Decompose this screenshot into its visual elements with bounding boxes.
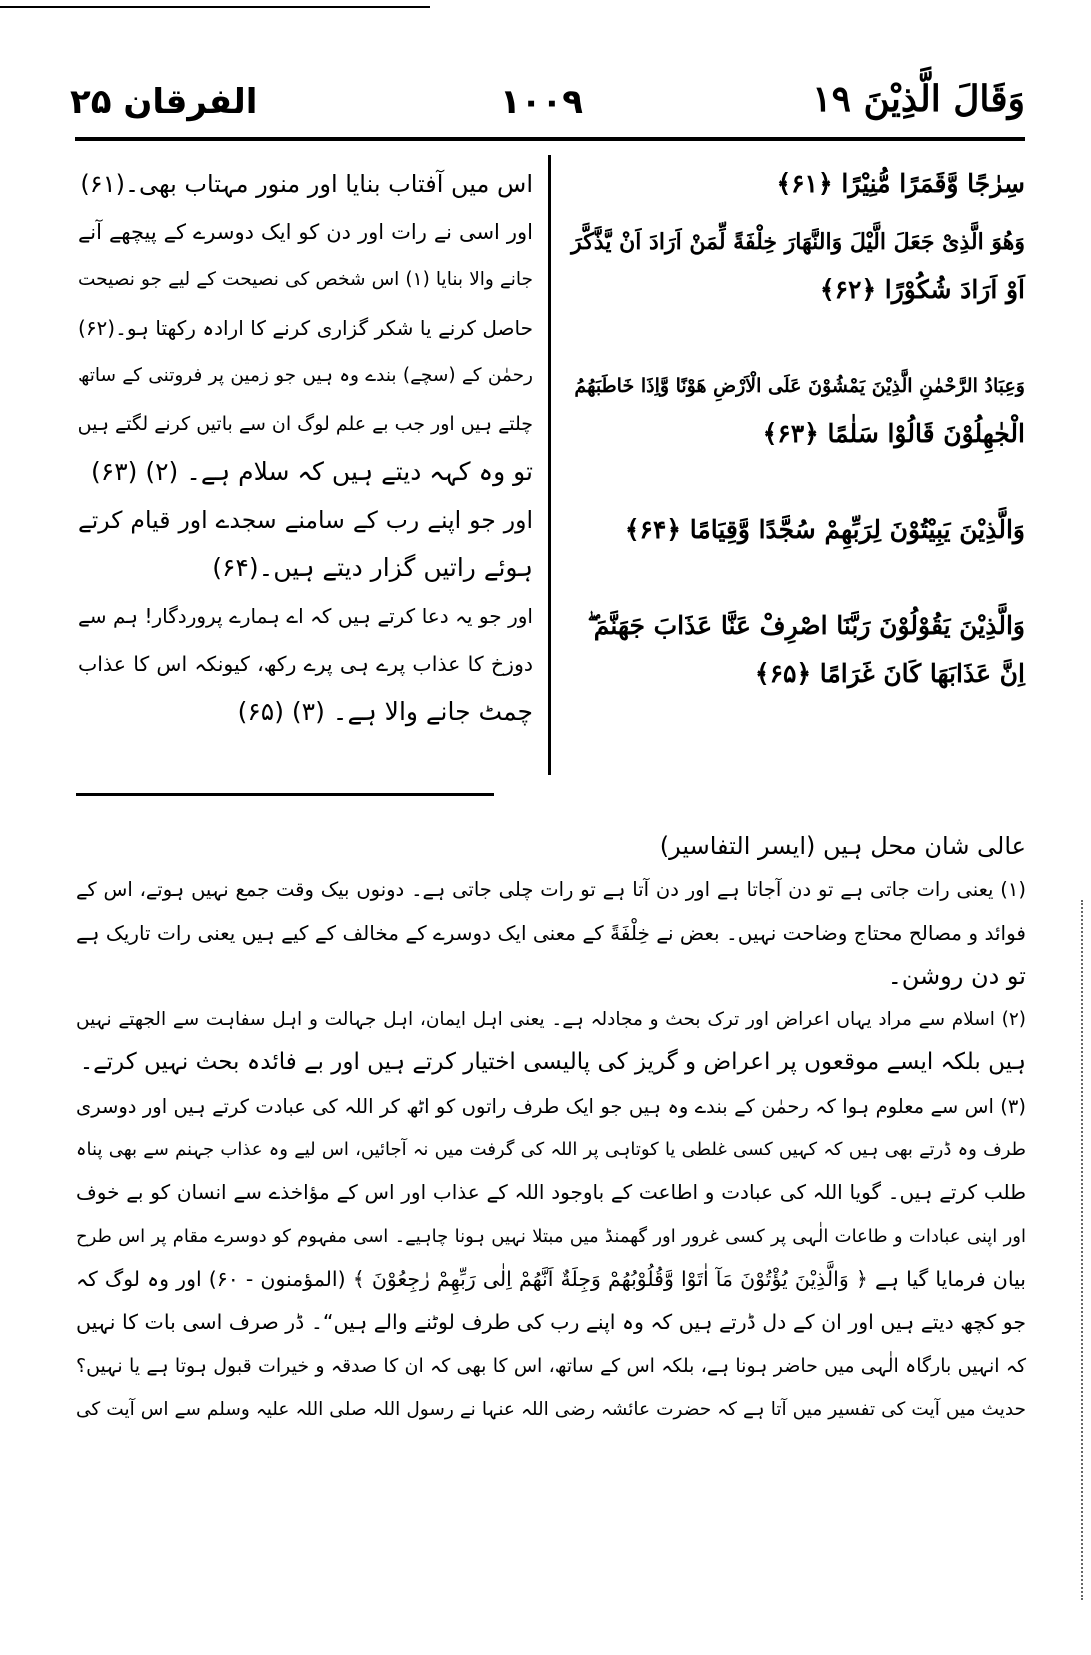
footnote-line: بیان فرمایا گیا ہے ﴿ وَالَّذِیْنَ یُؤْتُوْنَ مَآ اٰتَوْا وَّقُلُوْبُهُمْ وَجِلَةٌ اَنَّهُمْ اِلٰى رَبِّهِمْ رٰجِعُوْنَ ﴾ (المؤمنون - ۶۰) اور وہ لوگ کہ: [76, 1266, 1026, 1291]
header-rule: [75, 137, 1025, 141]
surah-title: الفرقان ۲۵: [70, 82, 258, 122]
translation-line: اور جو یہ دعا کرتے ہیں کہ اے ہمارے پروردگار! ہم سے: [78, 604, 533, 628]
ayah-line: وَالَّذِیْنَ یَبِیْتُوْنَ لِرَبِّهِمْ سُجَّدًا وَّقِیَامًا ﴿۶۴﴾: [624, 515, 1025, 544]
translation-line: ہوئے راتیں گزار دیتے ہیں۔(۶۴): [212, 553, 533, 582]
arabic-column: [570, 160, 1025, 698]
ayah-line: وَهُوَ الَّذِیْ جَعَلَ الَّیْلَ وَالنَّهَارَ خِلْفَةً لِّمَنْ اَرَادَ اَنْ یَّذَّكَّرَ: [571, 229, 1025, 255]
ayah-line: الْجٰهِلُوْنَ قَالُوْا سَلٰمًا ﴿۶۳﴾: [762, 419, 1025, 448]
translation-line: اس میں آفتاب بنایا اور منور مہتاب بھی۔(۶۱): [80, 170, 533, 198]
translation-line: اور اسی نے رات اور دن کو ایک دوسرے کے پیچھے آنے: [78, 220, 533, 244]
translation-line: تو وہ کہہ دیتے ہیں کہ سلام ہے۔ (۲) (۶۳): [91, 457, 533, 486]
translation-line: رحمٰن کے (سچے) بندے وہ ہیں جو زمین پر فروتنی کے ساتھ: [78, 365, 533, 386]
translation-line: اور جو اپنے رب کے سامنے سجدے اور قیام کرتے: [78, 506, 533, 534]
translation-line: جانے والا بنایا (۱) اس شخص کی نصیحت کے لیے جو نصیحت: [78, 269, 533, 290]
footnote-line: حدیث میں آیت کی تفسیر میں آتا ہے کہ حضرت عائشہ رضی اللہ عنہا نے رسول اللہ صلی اللہ علیہ وسلم سے اس آیت کی: [76, 1398, 1026, 1420]
footnote-line: تو دن روشن۔: [887, 961, 1026, 990]
footnote-line: جو کچھ دیتے ہیں اور ان کے دل ڈرتے ہیں کہ وہ اپنے رب کی طرف لوٹنے والے ہیں“۔ ڈر صرف اسی بات کا نہیں: [76, 1310, 1026, 1335]
ayah-line: اِنَّ عَذَابَهَا كَانَ غَرَامًا ﴿۶۵﴾: [754, 659, 1025, 688]
footnote-line: ہیں بلکہ ایسے موقعوں پر اعراض و گریز کی پالیسی اختیار کرتے ہیں اور بے فائدہ بحث نہیں کرتے۔: [79, 1049, 1026, 1076]
footnotes: [76, 825, 1026, 1431]
top-rule: [0, 6, 430, 8]
translation-line: حاصل کرنے یا شکر گزاری کرنے کا ارادہ رکھتا ہو۔(۶۲): [78, 316, 533, 340]
footnote-line: عالی شان محل ہیں (ایسر التفاسیر): [659, 832, 1026, 860]
juz-title: وَقَالَ الَّذِیْنَ ۱۹: [812, 78, 1025, 120]
translation-column: [78, 160, 533, 736]
footnote-line: طرف وہ ڈرتے بھی ہیں کہ کہیں کسی غلطی یا کوتاہی پر اللہ کی گرفت میں نہ آجائیں، اس لیے وہ عذاب جہنم سے بھی پناہ: [76, 1139, 1026, 1161]
translation-line: دوزخ کا عذاب پرے ہی پرے رکھ، کیونکہ اس کا عذاب: [78, 652, 533, 676]
footnote-line: طلب کرتے ہیں۔ گویا اللہ کی عبادت و اطاعت کے باوجود اللہ کے عذاب اور اس کے مؤاخذے سے انسان کو بے خوف: [76, 1180, 1026, 1205]
footnote-line: کہ انہیں بارگاہ الٰہی میں حاضر ہونا ہے، بلکہ اس کے ساتھ، اس کا بھی کہ ان کا صدقہ و خیرات قبول ہوتا ہے یا نہیں؟: [76, 1354, 1026, 1377]
translation-line: چلتے ہیں اور جب بے علم لوگ ان سے باتیں کرنے لگتے ہیں: [77, 413, 533, 435]
ayah-line: سِرٰجًا وَّقَمَرًا مُّنِیْرًا ﴿۶۱﴾: [776, 169, 1025, 198]
footnote-line: (۱) یعنی رات جاتی ہے تو دن آجاتا ہے اور دن آتا ہے تو رات چلی جاتی ہے۔ دونوں بیک وقت جمع نہیں ہوتے، اس کے: [76, 878, 1026, 902]
footnote-line: اور اپنی عبادات و طاعات الٰہی پر کسی غرور اور گھمنڈ میں مبتلا نہیں ہونا چاہیے۔ اسی مفہوم کو دوسرے مقام پر اس طرح: [76, 1225, 1026, 1247]
ayah-line: وَعِبَادُ الرَّحْمٰنِ الَّذِیْنَ یَمْشُوْنَ عَلَى الْاَرْضِ هَوْنًا وَّاِذَا خَاطَبَهُمُ: [574, 375, 1025, 397]
footnote-line: فوائد و مصالح محتاج وضاحت نہیں۔ بعض نے خِلْفَةً کے معنی ایک دوسرے کے مخالف کے کیے ہیں یعنی رات تاریک ہے: [76, 920, 1026, 945]
scan-edge: [1079, 900, 1083, 1600]
page-header: [70, 70, 1025, 130]
translation-line: چمٹ جانے والا ہے۔ (۳) (۶۵): [237, 697, 533, 726]
footnote-line: (۲) اسلام سے مراد یہاں اعراض اور ترک بحث و مجادلہ ہے۔ یعنی اہل ایمان، اہل جہالت و اہل سفاہت سے الجھتے نہیں: [76, 1009, 1026, 1031]
footnote-line: (۳) اس سے معلوم ہوا کہ رحمٰن کے بندے وہ ہیں جو ایک طرف راتوں کو اٹھ کر اللہ کی عبادت کرتے ہیں اور دوسری: [76, 1094, 1026, 1118]
ayah-line: اَوْ اَرَادَ شُكُوْرًا ﴿۶۲﴾: [819, 275, 1025, 304]
column-divider: [548, 155, 551, 775]
ayah-line: وَالَّذِیْنَ یَقُوْلُوْنَ رَبَّنَا اصْرِفْ عَنَّا عَذَابَ جَهَنَّمَ ۖ: [587, 611, 1025, 640]
footnote-rule: [76, 793, 494, 796]
page-number: ۱۰۰۹: [500, 82, 584, 122]
